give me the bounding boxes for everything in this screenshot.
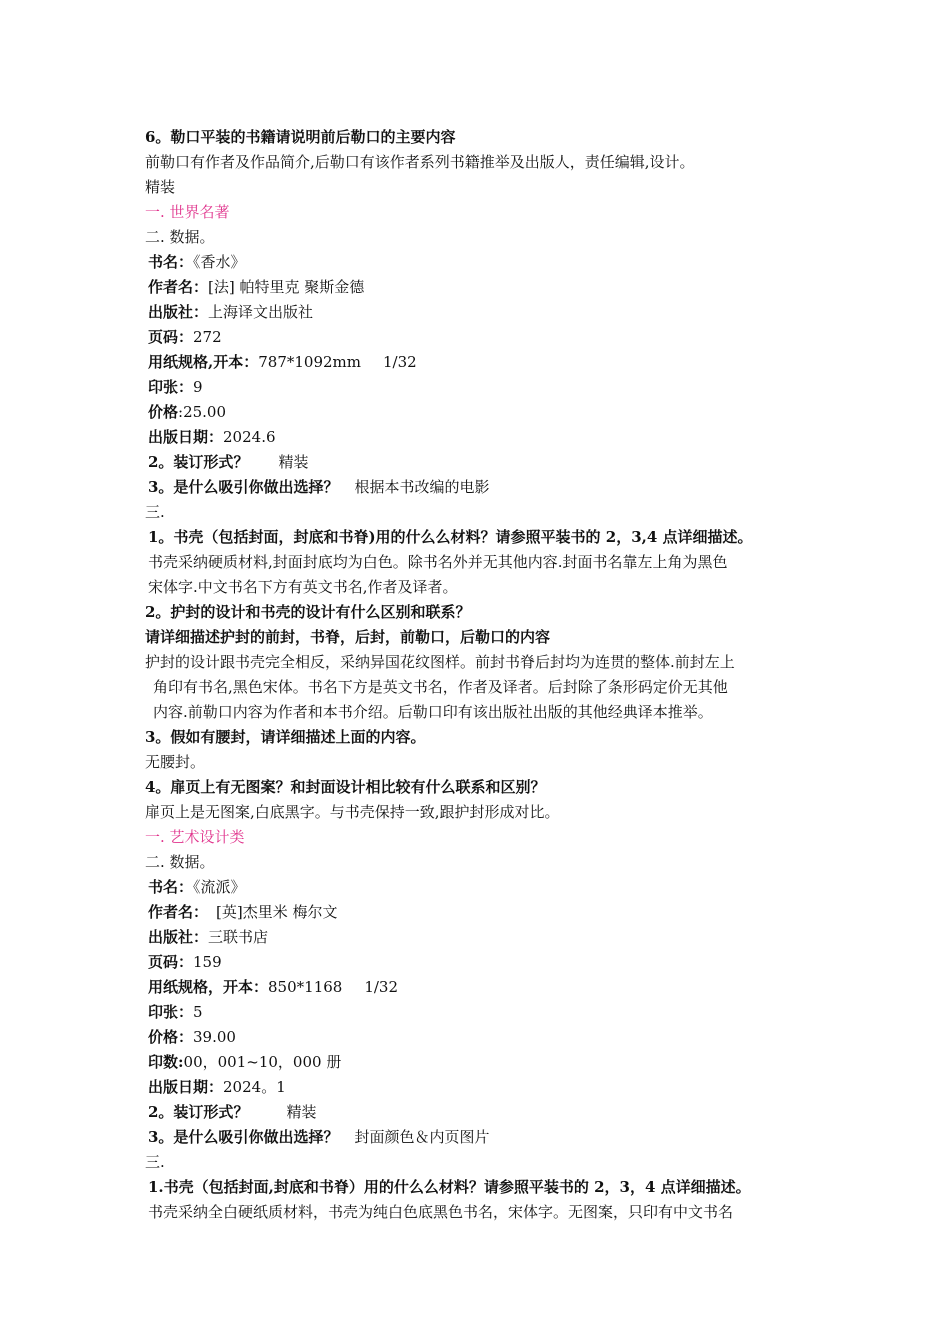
answer-6: 前勒口有作者及作品简介,后勒口有该作者系列书籍推举及出版人，责任编辑,设计。 (145, 153, 695, 171)
author-label: 作者名： (148, 278, 209, 296)
question-2: 2。护封的设计和书壳的设计有什么区别和联系？ (145, 603, 471, 621)
section-2-data-heading: 二. 数据。 (145, 853, 215, 871)
answer-1-line-1: 书壳采纳硬质材料,封面封底均为白色。除书名外并无其他内容.封面书名靠左上角为黑色 (148, 553, 728, 571)
date-value: 2024.6 (223, 428, 276, 446)
binding-value: 精装 (278, 453, 309, 471)
author-row (0, 275, 950, 300)
publisher-value-2: 三联书店 (208, 928, 269, 946)
sheets-value: 9 (193, 378, 203, 396)
paper-format: 1/32 (383, 353, 417, 371)
attract-value: 根据本书改编的电影 (354, 478, 490, 496)
document-page (0, 125, 950, 1225)
author-value-2: [英]杰里米 梅尔文 (216, 903, 338, 921)
sheets-value-2: 5 (193, 1003, 203, 1021)
pages-row-2 (0, 950, 950, 975)
paper-row-2 (0, 975, 950, 1000)
paper-format-2: 1/32 (364, 978, 399, 996)
book-title-value-2: 《流派》 (193, 878, 246, 896)
binding-label: 2。装订形式？ (148, 453, 249, 471)
paper-value: 787*1092mm (258, 353, 361, 371)
publisher-row (0, 300, 950, 325)
attract-label-2: 3。是什么吸引你做出选择？ (148, 1128, 339, 1146)
answer-2-line-1: 护封的设计跟书壳完全相反，采纳异国花纹图样。前封书脊后封均为连贯的整体.前封左上 (145, 653, 735, 671)
paper-row (0, 350, 950, 375)
pages-label: 页码： (148, 328, 194, 346)
sheets-row (0, 375, 950, 400)
date-row (0, 425, 950, 450)
section-2-part-3-heading: 三. (145, 1153, 165, 1171)
binding-heading: 精装 (145, 178, 176, 196)
paper-value-2: 850*1168 (268, 978, 343, 996)
book-title-value: 《香水》 (193, 253, 246, 271)
paper-label-2: 用纸规格，开本： (148, 978, 269, 996)
book-title-label-2: 书名： (148, 878, 194, 896)
answer-2-line-2: 角印有书名,黑色宋体。书名下方是英文书名，作者及译者。后封除了条形码定价无其他 (153, 678, 728, 696)
attract-row-2 (0, 1125, 950, 1150)
attract-label: 3。是什么吸引你做出选择？ (148, 478, 339, 496)
paper-label: 用纸规格,开本： (148, 353, 259, 371)
question-2-detail: 请详细描述护封的前封，书脊，后封，前勒口，后勒口的内容 (145, 628, 551, 646)
date-label-2: 出版日期： (148, 1078, 224, 1096)
publisher-row-2 (0, 925, 950, 950)
pages-row (0, 325, 950, 350)
sheets-row-2 (0, 1000, 950, 1025)
answer-1-line-2: 宋体字.中文书名下方有英文书名,作者及译者。 (148, 578, 458, 596)
pages-value-2: 159 (193, 953, 222, 971)
pages-label-2: 页码： (148, 953, 194, 971)
price-value-2: 39.00 (193, 1028, 236, 1046)
date-row-2 (0, 1075, 950, 1100)
answer-2-line-3: 内容.前勒口内容为作者和本书介绍。后勒口印有该出版社出版的其他经典译本推举。 (153, 703, 713, 721)
book-title-label: 书名： (148, 253, 194, 271)
price-row (0, 400, 950, 425)
answer-1-2-line-1: 书壳采纳全白硬纸质材料，书壳为纯白色底黑色书名，宋体字。无图案，只印有中文书名 (148, 1203, 734, 1221)
author-label-2: 作者名： (148, 903, 209, 921)
binding-value-2: 精装 (286, 1103, 317, 1121)
question-3: 3。假如有腰封，请详细描述上面的内容。 (145, 728, 426, 746)
binding-row-2 (0, 1100, 950, 1125)
section-2-heading: 一. 艺术设计类 (145, 828, 245, 846)
print-run-label: 印数: (148, 1053, 184, 1071)
section-1-heading: 一. 世界名著 (145, 203, 230, 221)
pages-value: 272 (193, 328, 222, 346)
price-value: :25.00 (178, 403, 227, 421)
question-4: 4。扉页上有无图案？和封面设计相比较有什么联系和区别？ (145, 778, 546, 796)
book-title-row (0, 250, 950, 275)
price-row-2 (0, 1025, 950, 1050)
answer-4: 扉页上是无图案,白底黑字。与书壳保持一致,跟护封形成对比。 (145, 803, 560, 821)
publisher-label-2: 出版社： (148, 928, 209, 946)
date-value-2: 2024。1 (223, 1078, 286, 1096)
section-1-part-3-heading: 三. (145, 503, 165, 521)
sheets-label: 印张： (148, 378, 194, 396)
answer-3: 无腰封。 (145, 753, 206, 771)
sheets-label-2: 印张： (148, 1003, 194, 1021)
question-1-2: 1.书壳（包括封面,封底和书脊）用的什么么材料？请参照平装书的 2，3，4 点详细描述。 (148, 1178, 751, 1196)
book-title-row-2 (0, 875, 950, 900)
author-value: [法] 帕特里克 聚斯金德 (208, 278, 365, 296)
date-label: 出版日期： (148, 428, 224, 446)
publisher-value: 上海译文出版社 (208, 303, 314, 321)
print-run-value: 00，001~10，000 册 (183, 1053, 342, 1071)
binding-label-2: 2。装订形式？ (148, 1103, 249, 1121)
question-1: 1。书壳（包括封面，封底和书脊)用的什么么材料？请参照平装书的 2，3,4 点详细描述。 (148, 528, 753, 546)
price-label-2: 价格： (148, 1028, 194, 1046)
print-run-row (0, 1050, 950, 1075)
attract-value-2: 封面颜色＆内页图片 (354, 1128, 490, 1146)
question-6: 6。勒口平装的书籍请说明前后勒口的主要内容 (145, 128, 456, 146)
section-1-data-heading: 二. 数据。 (145, 228, 215, 246)
author-row-2 (0, 900, 950, 925)
price-label: 价格 (148, 403, 179, 421)
binding-row (0, 450, 950, 475)
publisher-label: 出版社： (148, 303, 209, 321)
attract-row (0, 475, 950, 500)
